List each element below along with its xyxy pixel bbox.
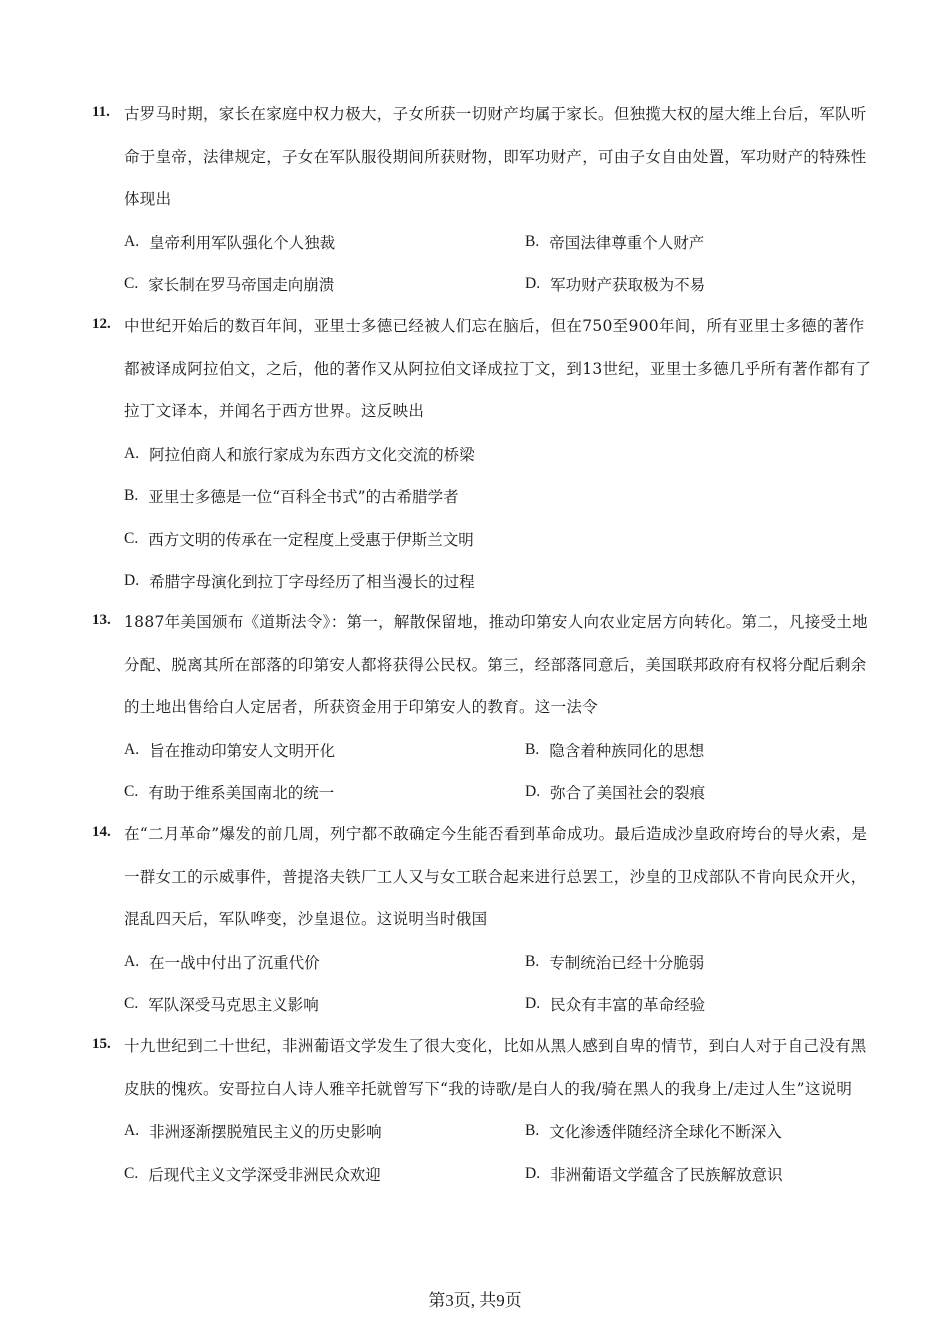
options bbox=[124, 1110, 872, 1195]
question-stem: 古罗马时期，家长在家庭中权力极大，子女所获一切财产均属于家长。但独揽大权的屋大维上台后，军队听命于皇帝，法律规定，子女在军队服役期间所获财物，即军功财产，可由子女自由处置，军功财产的特殊性体现出 bbox=[124, 105, 867, 208]
option-d bbox=[525, 1163, 783, 1185]
option-c bbox=[124, 273, 525, 295]
question-number: 12. bbox=[92, 316, 111, 332]
question-number: 14. bbox=[92, 824, 111, 840]
option-a bbox=[124, 1120, 525, 1142]
option-letter: C. bbox=[124, 1164, 139, 1182]
option-letter: C. bbox=[124, 783, 139, 801]
option-text: 军功财产获取极为不易 bbox=[550, 276, 706, 295]
option-d bbox=[525, 273, 705, 295]
question-number: 11. bbox=[92, 104, 110, 120]
question-stem: 在“二月革命”爆发的前几周，列宁都不敢确定今生能否看到革命成功。最后造成沙皇政府垮台的导火索，是一群女工的示威事件，普提洛夫铁厂工人又与女工联合起来进行总罢工，沙皇的卫戍部队不肯向民众开火，混乱四天后，军队哗变，沙皇退位。这说明当时俄国 bbox=[124, 825, 868, 928]
option-text: 民众有丰富的革命经验 bbox=[550, 996, 706, 1015]
question-13 bbox=[92, 612, 872, 814]
question-11 bbox=[92, 104, 872, 306]
option-letter: C. bbox=[124, 529, 139, 547]
options bbox=[124, 941, 872, 1026]
option-letter: D. bbox=[124, 572, 140, 590]
page-footer: 第3页, 共9页 bbox=[428, 1291, 522, 1310]
question-14 bbox=[92, 824, 872, 1026]
option-a bbox=[124, 951, 525, 973]
option-text: 非洲葡语文学蕴含了民族解放意识 bbox=[550, 1165, 783, 1184]
option-letter: D. bbox=[525, 995, 541, 1013]
option-b bbox=[525, 951, 704, 973]
option-text: 弥合了美国社会的裂痕 bbox=[550, 784, 706, 803]
option-b bbox=[525, 739, 704, 761]
option-text: 专制统治已经十分脆弱 bbox=[549, 953, 705, 972]
option-text: 军队深受马克思主义影响 bbox=[148, 996, 319, 1015]
option-letter: C. bbox=[124, 275, 139, 293]
option-letter: B. bbox=[525, 232, 540, 250]
option-letter: D. bbox=[525, 783, 541, 801]
option-letter: A. bbox=[124, 444, 140, 462]
question-stem: 十九世纪到二十世纪，非洲葡语文学发生了很大变化，比如从黑人感到自卑的情节，到白人对于自己没有黑皮肤的愧疚。安哥拉白人诗人雅辛托就曾写下“我的诗歌/是白人的我/骑在黑人的我身上/走过人生”这说明 bbox=[124, 1037, 867, 1098]
option-text: 文化渗透伴随经济全球化不断深入 bbox=[549, 1123, 782, 1142]
option-c bbox=[124, 993, 525, 1015]
option-text: 亚里士多德是一位“百科全书式”的古希腊学者 bbox=[148, 488, 459, 507]
option-a bbox=[124, 739, 525, 761]
option-text: 帝国法律尊重个人财产 bbox=[549, 233, 705, 252]
option-text: 非洲逐渐摆脱殖民主义的历史影响 bbox=[149, 1123, 382, 1142]
question-number: 15. bbox=[92, 1036, 111, 1052]
option-b bbox=[124, 485, 459, 507]
option-b bbox=[525, 1120, 782, 1142]
option-a bbox=[124, 443, 475, 465]
option-text: 西方文明的传承在一定程度上受惠于伊斯兰文明 bbox=[148, 530, 474, 549]
option-text: 家长制在罗马帝国走向崩溃 bbox=[148, 276, 335, 295]
option-letter: B. bbox=[525, 740, 540, 758]
option-c bbox=[124, 1163, 525, 1185]
option-text: 希腊字母演化到拉丁字母经历了相当漫长的过程 bbox=[149, 573, 475, 592]
option-text: 阿拉伯商人和旅行家成为东西方文化交流的桥梁 bbox=[149, 445, 475, 464]
option-d bbox=[525, 781, 705, 803]
question-15 bbox=[92, 1036, 872, 1195]
option-letter: C. bbox=[124, 995, 139, 1013]
option-letter: B. bbox=[124, 487, 139, 505]
option-b bbox=[525, 231, 704, 253]
option-text: 旨在推动印第安人文明开化 bbox=[149, 741, 336, 760]
option-letter: D. bbox=[525, 1164, 541, 1182]
question-12 bbox=[92, 316, 872, 603]
option-letter: B. bbox=[525, 952, 540, 970]
option-d bbox=[525, 993, 705, 1015]
option-d bbox=[124, 570, 475, 592]
options bbox=[124, 221, 872, 306]
option-letter: A. bbox=[124, 952, 140, 970]
option-letter: A. bbox=[124, 1122, 140, 1140]
option-c bbox=[124, 528, 474, 550]
option-c bbox=[124, 781, 525, 803]
option-text: 皇帝利用军队强化个人独裁 bbox=[149, 233, 336, 252]
option-text: 隐含着种族同化的思想 bbox=[549, 741, 705, 760]
option-text: 有助于维系美国南北的统一 bbox=[148, 784, 335, 803]
option-text: 后现代主义文学深受非洲民众欢迎 bbox=[148, 1165, 381, 1184]
option-text: 在一战中付出了沉重代价 bbox=[149, 953, 320, 972]
question-stem: 1887年美国颁布《道斯法令》：第一，解散保留地，推动印第安人向农业定居方向转化。第二，凡接受土地分配、脱离其所在部落的印第安人都将获得公民权。第三，经部落同意后，美国联邦政府有权将分配后剩余的土地出售给白人定居者，所获资金用于印第安人的教育。这一法令 bbox=[124, 613, 868, 716]
option-letter: B. bbox=[525, 1122, 540, 1140]
option-a bbox=[124, 231, 525, 253]
options bbox=[124, 729, 872, 814]
option-letter: A. bbox=[124, 232, 140, 250]
option-letter: A. bbox=[124, 740, 140, 758]
question-number: 13. bbox=[92, 612, 111, 628]
option-letter: D. bbox=[525, 275, 541, 293]
question-stem: 中世纪开始后的数百年间，亚里士多德已经被人们忘在脑后，但在750至900年间，所有亚里士多德的著作都被译成阿拉伯文，之后，他的著作又从阿拉伯文译成拉丁文，到13世纪，亚里士多德几乎所有著作都有了拉丁文译本，并闻名于西方世界。这反映出 bbox=[124, 317, 872, 420]
options bbox=[124, 433, 872, 603]
